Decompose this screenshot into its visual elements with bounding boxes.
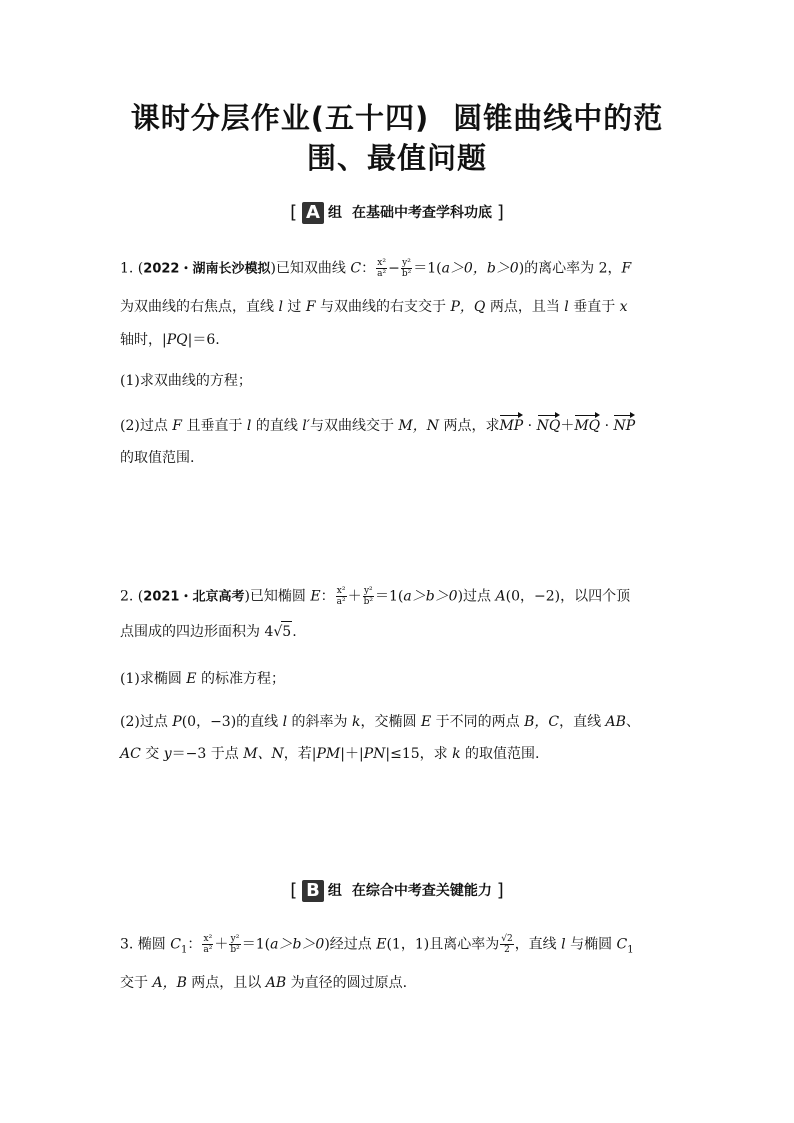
group-b-badge: B bbox=[302, 880, 324, 902]
vector-mq: MQ bbox=[574, 418, 601, 434]
q1-line-2: 为双曲线的右焦点，直线 l 过 F 与双曲线的右支交于 P，Q 两点，且当 l 垂直于 x bbox=[120, 299, 628, 315]
group-a-text: 在基础中考查学科功底 bbox=[351, 205, 492, 221]
q3-frac-y: $\frac{\text{y²}}{\text{b²}}$ bbox=[230, 934, 240, 955]
q2-line-1: 2. (2021・北京高考)已知椭圆 E： $\frac{\text{x²}}{\text{a²}}$ ＋ $\frac{\text{y²}}{\text{b²}}$ ＝1(a＞b＞0)过点 A(0，−2)，以四个顶 bbox=[120, 586, 631, 607]
q2-sqrt-arg: 5 bbox=[281, 621, 292, 642]
q2-frac-x: $\frac{\text{x²}}{\text{a²}}$ bbox=[336, 586, 346, 607]
group-b-header: [ B 组 在综合中考查关键能力 ] bbox=[290, 880, 504, 901]
title-part-2: 圆锥曲线中的范 bbox=[453, 101, 664, 135]
q1-sub-1: (1)求双曲线的方程； bbox=[120, 373, 252, 389]
q2-source: 2021・北京高考 bbox=[143, 589, 245, 605]
q1-line-3: 轴时，|PQ|＝6. bbox=[120, 332, 220, 348]
q3-line-2: 交于 A，B 两点，且以 AB 为直径的圆过原点. bbox=[120, 975, 408, 991]
q2-sub-1: (1)求椭圆 E 的标准方程； bbox=[120, 671, 285, 687]
vector-np: NP bbox=[613, 418, 636, 434]
q1-sub-2-line-1: (2)过点 F 且垂直于 l 的直线 l′与双曲线交于 M，N 两点，求MP · NQ＋MQ · NP bbox=[120, 418, 636, 434]
title-part-3: 围、最值问题 bbox=[306, 141, 487, 175]
vector-mp: MP bbox=[499, 418, 524, 434]
sqrt-sign: √ bbox=[273, 624, 283, 640]
q1-frac-x: $\frac{\text{x²}}{\text{a²}}$ bbox=[377, 258, 387, 279]
q2-sub-2-line-2: AC 交 y＝−3 于点 M、N，若|PM|＋|PN|≤15，求 k 的取值范围. bbox=[120, 746, 540, 762]
page-title bbox=[90, 98, 704, 178]
q1-sub-2-line-2: 的取值范围. bbox=[120, 450, 195, 466]
q3-line-1: 3. 椭圆 $C_1$： $\frac{\text{x²}}{\text{a²}}$ ＋ $\frac{\text{y²}}{\text{b²}}$ ＝1(a＞b＞0)经过点 E(1，1)且离心率为 $\frac{√2}{2}$ ，直线 l 与椭圆 $C_1$ bbox=[120, 934, 634, 956]
q2-line-2: 点围成的四边形面积为 4√5. bbox=[120, 621, 297, 642]
q1-line-1: 1. (2022・湖南长沙模拟)已知双曲线 C： $\frac{\text{x²}}{\text{a²}}$ − $\frac{\text{y²}}{\text{b²}}$ ＝1(a＞0，b＞0)的离心率为 2，F bbox=[120, 258, 632, 279]
q2-sub-2-line-1: (2)过点 P(0，−3)的直线 l 的斜率为 k，交椭圆 E 于不同的两点 B，C，直线 AB、 bbox=[120, 714, 640, 730]
q2-frac-y: $\frac{\text{y²}}{\text{b²}}$ bbox=[363, 586, 373, 607]
vector-nq: NQ bbox=[536, 418, 561, 434]
q1-frac-y: $\frac{\text{y²}}{\text{b²}}$ bbox=[401, 258, 412, 279]
group-a-header: [ A 组 在基础中考查学科功底 ] bbox=[290, 202, 504, 223]
q1-source: 2022・湖南长沙模拟 bbox=[143, 261, 271, 277]
title-part-1: 课时分层作业(五十四) bbox=[130, 101, 430, 135]
q3-frac-x: $\frac{\text{x²}}{\text{a²}}$ bbox=[203, 934, 213, 955]
group-b-text: 在综合中考查关键能力 bbox=[351, 883, 492, 899]
group-a-badge: A bbox=[302, 202, 324, 224]
q3-frac-ecc: $\frac{√2}{2}$ bbox=[501, 934, 513, 955]
